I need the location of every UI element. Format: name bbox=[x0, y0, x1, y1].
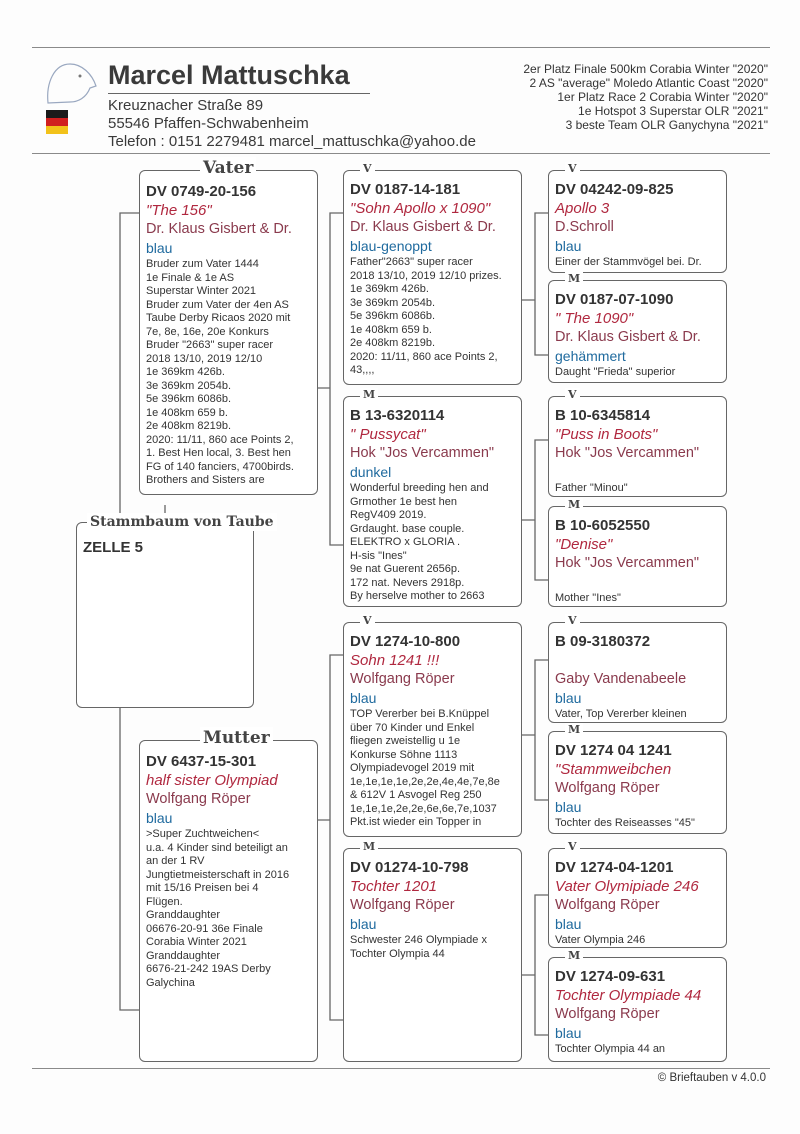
pigeon-name: "The 156" bbox=[146, 202, 212, 219]
breeder-name: D.Schroll bbox=[555, 219, 614, 235]
pigeon-color: blau bbox=[146, 240, 173, 256]
pigeon-color: blau bbox=[350, 916, 377, 932]
pigeon-name: Apollo 3 bbox=[555, 200, 610, 217]
flag-gold bbox=[46, 126, 68, 134]
pigeon-note: 2020: 11/11, 860 ace Points 2, bbox=[350, 350, 498, 363]
pigeon-name: Tochter 1201 bbox=[350, 878, 438, 895]
pigeon-note: Mother "Ines" bbox=[555, 592, 621, 604]
pigeon-note: TOP Vererber bei B.Knüppel bbox=[350, 708, 490, 720]
pigeon-role-label: M bbox=[565, 498, 583, 512]
achievement: 3 beste Team OLR Ganychyna "2021" bbox=[565, 118, 768, 132]
footer-copyright: © Brieftauben v 4.0.0 bbox=[657, 1072, 766, 1084]
pigeon-box-ss-dam[interactable] bbox=[548, 272, 727, 383]
pigeon-note: Granddaughter bbox=[146, 909, 220, 921]
pigeon-note: 5e 396km 6086b. bbox=[350, 310, 436, 322]
pigeon-note: 6676-21-242 19AS Derby bbox=[146, 963, 271, 975]
breeder-name: Hok "Jos Vercammen" bbox=[555, 445, 700, 461]
pigeon-note: H-sis "Ines" bbox=[350, 549, 407, 562]
pigeon-box-sire-sire[interactable] bbox=[343, 162, 522, 385]
pigeon-role-label: V bbox=[565, 840, 580, 854]
pigeon-name: Tochter Olympiade 44 bbox=[555, 987, 702, 1004]
pigeon-note: FG of 140 fanciers, 4700birds. bbox=[146, 460, 294, 473]
pigeon-note: Flügen. bbox=[146, 895, 183, 908]
pigeon-note: Tochter Olympia 44 an bbox=[555, 1043, 666, 1055]
breeder-name: Wolfgang Röper bbox=[555, 780, 660, 796]
pigeon-note: 1e Finale & 1e AS bbox=[146, 271, 235, 284]
pigeon-note: 2018 13/10, 2019 12/10 bbox=[146, 352, 263, 365]
subject-box[interactable] bbox=[76, 514, 274, 708]
pigeon-note: RegV409 2019. bbox=[350, 509, 427, 521]
owner-contact: Telefon : 0151 2279481 marcel_mattuschka@yahoo.de bbox=[108, 133, 476, 150]
pigeon-note: 1e,1e,1e,2e,2e,6e,6e,7e,1037 bbox=[350, 802, 497, 815]
pigeon-note: 1e 408km 659 b. bbox=[146, 406, 228, 419]
pigeon-note: By herselve mother to 2663 bbox=[350, 590, 485, 602]
pigeon-note: Vater Olympia 246 bbox=[555, 934, 646, 946]
pigeon-name: Vater Olymipiade 246 bbox=[555, 878, 699, 895]
pigeon-role-label: M bbox=[565, 723, 583, 737]
pigeon-note: 172 nat. Nevers 2918p. bbox=[350, 576, 465, 589]
breeder-name: Wolfgang Röper bbox=[350, 671, 455, 687]
pigeon-note: 1. Best Hen local, 3. Best hen bbox=[146, 447, 291, 459]
pigeon-color: blau bbox=[555, 690, 582, 706]
pigeon-role-label: V bbox=[565, 388, 580, 402]
pigeon-note: 2020: 11/11, 860 ace Points 2, bbox=[146, 433, 294, 446]
pigeon-role-label: V bbox=[360, 162, 375, 176]
pigeon-name: "Stammweibchen bbox=[555, 761, 672, 778]
pigeon-role-label: M bbox=[565, 272, 583, 286]
achievement: 1e Hotspot 3 Superstar OLR "2021" bbox=[578, 104, 768, 118]
ring-number: DV 04242-09-825 bbox=[555, 181, 674, 198]
pigeon-role-label: M bbox=[360, 840, 378, 854]
pigeon-note: 1e,1e,1e,1e,2e,2e,4e,4e,7e,8e bbox=[350, 775, 500, 788]
pigeon-note: an der 1 RV bbox=[146, 855, 205, 867]
pigeon-box-dam[interactable] bbox=[139, 728, 318, 1062]
pigeon-box-sd-dam[interactable] bbox=[548, 498, 727, 607]
pigeon-name: half sister Olympiad bbox=[146, 772, 278, 789]
pigeon-name: " Pussycat" bbox=[350, 426, 426, 443]
breeder-name: Wolfgang Röper bbox=[146, 791, 251, 807]
pigeon-box-dam-dam[interactable] bbox=[343, 840, 522, 1062]
ring-number: DV 1274-10-800 bbox=[350, 633, 461, 650]
breeder-name: Wolfgang Röper bbox=[350, 897, 455, 913]
breeder-name: Gaby Vandenabeele bbox=[555, 671, 687, 687]
pigeon-name: "Sohn Apollo x 1090" bbox=[350, 200, 491, 217]
footer-divider bbox=[32, 1068, 770, 1069]
pigeon-box-sd-sire[interactable] bbox=[548, 388, 727, 497]
pigeon-color bbox=[555, 573, 720, 592]
pigeon-note: Tochter Olympia 44 bbox=[350, 947, 445, 960]
pigeon-note: >Super Zuchtweichen< bbox=[146, 828, 260, 840]
pigeon-color: blau bbox=[555, 1025, 582, 1041]
breeder-name: Wolfgang Röper bbox=[555, 1006, 660, 1022]
ring-number: B 13-6320114 bbox=[350, 407, 445, 424]
achievement: 2 AS "average" Moledo Atlantic Coast "2020" bbox=[529, 76, 768, 90]
owner-street: Kreuznacher Straße 89 bbox=[108, 97, 264, 114]
ring-number: DV 0187-14-181 bbox=[350, 181, 461, 198]
ring-number: DV 1274-04-1201 bbox=[555, 859, 674, 876]
pigeon-note: Einer der Stammvögel bei. Dr. bbox=[555, 256, 702, 268]
pigeon-role-label: Vater bbox=[200, 157, 256, 179]
pigeon-note: 3e 369km 2054b. bbox=[350, 296, 436, 309]
pigeon-logo-flag-icon bbox=[40, 58, 100, 138]
pigeon-note: Wonderful breeding hen and bbox=[350, 482, 489, 494]
pigeon-box-dd-sire[interactable] bbox=[548, 840, 727, 948]
ring-number: DV 0749-20-156 bbox=[146, 183, 257, 200]
pigeon-note: Grdaught. base couple. bbox=[350, 522, 465, 535]
pigeon-note: Grmother 1e best hen bbox=[350, 495, 458, 508]
pigeon-box-dam-sire[interactable] bbox=[343, 614, 522, 837]
breeder-name: Dr. Klaus Gisbert & Dr. bbox=[350, 219, 496, 235]
pigeon-color: blau bbox=[555, 799, 582, 815]
pigeon-box-sire-dam[interactable] bbox=[343, 388, 522, 607]
pigeon-color: blau bbox=[350, 690, 377, 706]
subject-ring: ZELLE 5 bbox=[83, 539, 144, 556]
pigeon-note: 1e 369km 426b. bbox=[350, 283, 429, 295]
pigeon-note: Corabia Winter 2021 bbox=[146, 936, 247, 948]
ring-number: DV 1274-09-631 bbox=[555, 968, 666, 985]
pigeon-note: 43,,,, bbox=[350, 364, 375, 376]
pigeon-note: Granddaughter bbox=[146, 949, 220, 962]
achievement: 2er Platz Finale 500km Corabia Winter "2020" bbox=[523, 62, 768, 76]
pigeon-note: u.a. 4 Kinder sind beteiligt an bbox=[146, 841, 288, 854]
pigeon-note: Bruder zum Vater 1444 bbox=[146, 258, 259, 270]
pigeon-note: 3e 369km 2054b. bbox=[146, 379, 232, 392]
pigeon-note: 7e, 8e, 16e, 20e Konkurs bbox=[146, 325, 269, 338]
pigeon-color: blau bbox=[146, 810, 173, 826]
pigeon-box-sire[interactable] bbox=[139, 158, 318, 495]
pigeon-color bbox=[555, 463, 720, 482]
pigeon-role-label: M bbox=[360, 388, 378, 402]
pigeon-note: Olympiadevogel 2019 mit bbox=[350, 762, 475, 774]
pigeon-note: Daught "Frieda" superior bbox=[555, 366, 676, 378]
pigeon-color: gehämmert bbox=[555, 348, 626, 364]
pigeon-note: 06676-20-91 36e Finale bbox=[146, 922, 263, 935]
pigeon-note: Konkurse Söhne 1113 bbox=[350, 748, 458, 761]
pigeon-box-dd-dam[interactable] bbox=[548, 949, 727, 1062]
pigeon-role-label: V bbox=[565, 614, 580, 628]
pigeon-box-ds-sire[interactable] bbox=[548, 614, 727, 723]
pigeon-note: fliegen zweistellig u 1e bbox=[350, 735, 461, 747]
pigeon-note: Taube Derby Ricaos 2020 mit bbox=[146, 312, 291, 324]
pigeon-role-label: M bbox=[565, 949, 583, 963]
ring-number: B 10-6345814 bbox=[555, 407, 651, 424]
pigeon-note: Bruder zum Vater der 4en AS bbox=[146, 298, 289, 311]
breeder-name: Dr. Klaus Gisbert & Dr. bbox=[146, 221, 292, 237]
pigeon-name: "Puss in Boots" bbox=[555, 426, 658, 443]
ring-number: DV 01274-10-798 bbox=[350, 859, 469, 876]
breeder-name: Wolfgang Röper bbox=[555, 897, 660, 913]
ring-number: DV 0187-07-1090 bbox=[555, 291, 674, 308]
breeder-name: Hok "Jos Vercammen" bbox=[350, 445, 495, 461]
header-bottom-divider bbox=[32, 153, 770, 154]
achievement: 1er Platz Race 2 Corabia Winter "2020" bbox=[557, 90, 768, 104]
pigeon-note: 9e nat Guerent 2656p. bbox=[350, 563, 461, 575]
ring-number: DV 6437-15-301 bbox=[146, 753, 257, 770]
pigeon-note: Vater, Top Vererber kleinen bbox=[555, 708, 687, 720]
pigeon-color: blau bbox=[555, 916, 582, 932]
pigeon-note: ELEKTRO x GLORIA . bbox=[350, 536, 461, 548]
pigeon-note: Father "Minou" bbox=[555, 482, 628, 494]
pigeon-name: Sohn 1241 !!! bbox=[350, 652, 440, 669]
pigeon-name bbox=[555, 651, 720, 670]
ring-number: DV 1274 04 1241 bbox=[555, 742, 672, 759]
flag-black bbox=[46, 110, 68, 118]
pigeon-color: blau-genoppt bbox=[350, 238, 432, 254]
pigeon-note: 1e 369km 426b. bbox=[146, 366, 225, 378]
pigeon-note: Jungtietmeisterschaft in 2016 bbox=[146, 868, 290, 881]
ring-number: B 09-3180372 bbox=[555, 633, 651, 650]
subject-label: Stammbaum von Taube bbox=[87, 513, 277, 531]
breeder-name: Dr. Klaus Gisbert & Dr. bbox=[555, 329, 701, 345]
pigeon-note: Bruder "2663" super racer bbox=[146, 339, 274, 351]
pigeon-note: 2e 408km 8219b. bbox=[146, 420, 232, 432]
pigeon-note: Superstar Winter 2021 bbox=[146, 285, 257, 297]
breeder-name: Hok "Jos Vercammen" bbox=[555, 555, 700, 571]
pigeon-role-label: Mutter bbox=[200, 727, 273, 749]
ring-number: B 10-6052550 bbox=[555, 517, 651, 534]
pigeon-color: dunkel bbox=[350, 464, 392, 480]
flag-red bbox=[46, 118, 68, 126]
pigeon-note: mit 15/16 Preisen bei 4 bbox=[146, 882, 259, 894]
pigeon-note: Pkt.ist wieder ein Topper in bbox=[350, 816, 482, 828]
pigeon-name: "Denise" bbox=[555, 536, 613, 553]
pigeon-box-ss-sire[interactable] bbox=[548, 162, 727, 273]
pigeon-note: 1e 408km 659 b. bbox=[350, 323, 432, 336]
pigeon-note: Tochter des Reiseasses "45" bbox=[555, 817, 695, 829]
pigeon-role-label: V bbox=[360, 614, 375, 628]
pigeon-note: 2e 408km 8219b. bbox=[350, 337, 436, 349]
pigeon-note: Brothers and Sisters are bbox=[146, 474, 265, 486]
pigeon-color: blau bbox=[555, 238, 582, 254]
pigeon-note: Schwester 246 Olympiade x bbox=[350, 934, 487, 946]
pigeon-note: 5e 396km 6086b. bbox=[146, 393, 232, 405]
pigeon-name: " The 1090" bbox=[555, 310, 634, 327]
pigeon-note: 2018 13/10, 2019 12/10 prizes. bbox=[350, 269, 502, 282]
pigeon-box-ds-dam[interactable] bbox=[548, 723, 727, 834]
pigeon-note: Father"2663" super racer bbox=[350, 256, 473, 268]
pigeon-note: Galychina bbox=[146, 976, 195, 989]
header-top-divider bbox=[32, 47, 770, 48]
owner-name: Marcel Mattuschka bbox=[108, 60, 370, 94]
pigeon-note: & 612V 1 Asvogel Reg 250 bbox=[350, 789, 482, 801]
pigeon-note: über 70 Kinder und Enkel bbox=[350, 721, 475, 734]
pigeon-role-label: V bbox=[565, 162, 580, 176]
owner-city: 55546 Pfaffen-Schwabenheim bbox=[108, 115, 309, 132]
